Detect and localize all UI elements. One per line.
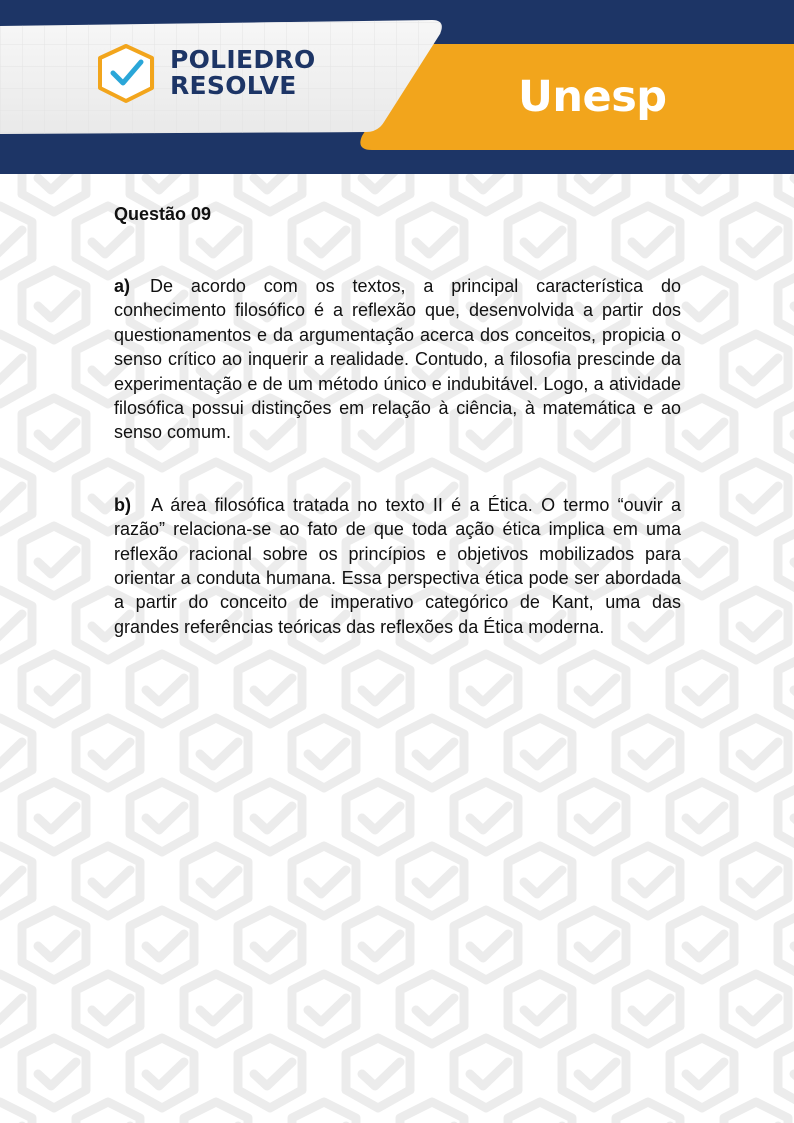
- brand-line-2: RESOLVE: [170, 71, 297, 100]
- answer-b-text: A área filosófica tratada no texto II é a Ética. O termo “ouvir a razão” relaciona-se ao fato de que toda ação ética implica em uma reflexão racional sobre os princípios e objetivos mobilizados para orientar a conduta humana. Essa perspectiva ética pode ser abordada a partir do conceito de imperativo categórico de Kant, uma das grandes referências teóricas das reflexões da Ética moderna.: [114, 494, 681, 637]
- page-header: [0, 0, 794, 174]
- question-content: [114, 202, 681, 639]
- answer-b-label: b): [114, 494, 131, 515]
- answer-a-text: De acordo com os textos, a principal característica do conhecimento filosófico é a reflexão que, desenvolvida a partir dos questionamentos e da argumentação acerca dos conceitos, propicia o senso crítico ao inquerir a realidade. Contudo, a filosofia prescinde da experimentação e de um método único e indubitável. Logo, a atividade filosófica possui distinções em relação à ciência, à matemática e ao senso comum.: [114, 276, 681, 443]
- answer-b: [114, 493, 681, 639]
- brand-line-1: POLIEDRO: [170, 45, 316, 74]
- exam-name: Unesp: [518, 72, 667, 122]
- answer-a: [114, 274, 681, 445]
- brand-logo-text: [170, 47, 316, 99]
- question-title: Questão 09: [114, 204, 212, 224]
- hexagon-checkmark-icon: [100, 46, 152, 101]
- answer-a-label: a): [114, 276, 131, 296]
